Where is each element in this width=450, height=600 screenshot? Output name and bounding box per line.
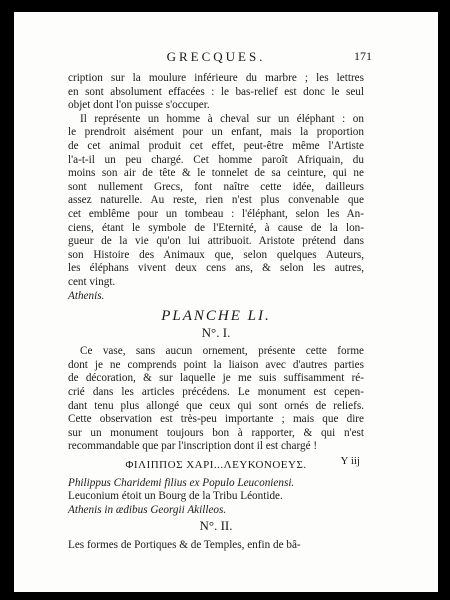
text-line: Ce vase, sans aucun ornement, présente cette forme (80, 345, 364, 358)
book-page (14, 12, 438, 592)
text-line: l'a-t-il un peu chargé. Cet homme paroît Afriquain, du (68, 153, 364, 166)
location-athenis: Athenis. (68, 289, 105, 302)
text-line: moins son air de tête & le tonnelet de sa ceinture, qui ne (68, 167, 364, 180)
text-line: dant tenu plus allongé que ceux qui sont ornés de reliefs. (68, 399, 364, 412)
text-line: le prendroit aisément pour un enfant, mais la proportion (68, 126, 364, 139)
section-title-1: N°. I. (201, 324, 231, 340)
section-title-2: N°. II. (199, 518, 233, 534)
text-line: Il représente un homme à cheval sur un éléphant : on (80, 112, 364, 125)
text-line: dont je ne comprends point la liaison avec d'autres parties (68, 358, 364, 371)
text-line: sont nullement Grecs, font naître cette idée, dailleurs (68, 180, 364, 193)
text-line: sur un monument toujours bon à rapporter, & qui n'est (68, 426, 364, 439)
text-line: assez naturelle. Au reste, rien n'est plus convenable que (68, 194, 364, 207)
location-akilleos: Athenis in ædibus Georgii Akilleos. (68, 503, 227, 516)
text-line: gueur de la vie qu'on lui attribuoit. Aristote prétend dans (68, 235, 364, 248)
text-line: Cette observation est très-peu importante ; mais que dire (68, 413, 364, 426)
greek-inscription: ΦΙΛΙΠΠΟΣ ΧΑΡΙ...ΛΕΥΚΟΝΟΕΥΣ. (125, 459, 307, 472)
text-line: son Histoire des Animaux que, selon quelques Auteurs, (68, 248, 364, 261)
text-line: objet dont l'on puisse s'occuper. (68, 99, 210, 112)
text-line: de cet animal produit cet effet, peut-être même l'Artiste (68, 139, 364, 152)
text-line: cription sur la moulure inférieure du marbre ; les lettres (68, 72, 364, 84)
text-line: Les formes de Portiques & de Temples, enfin de bâ- (68, 539, 301, 551)
latin-translation: Philippus Charidemi filius ex Populo Leuconiensi. (68, 476, 295, 489)
running-head: GRECQUES. (166, 49, 266, 64)
text-line: les éléphans vivent deux cens ans, & selon les autres, (68, 262, 364, 275)
paragraph-2 (68, 113, 364, 290)
text-line: cet emblême pour un tombeau : l'éléphant, selon les An- (68, 207, 364, 220)
note-line: Leuconium étoit un Bourg de la Tribu Léontide. (68, 490, 283, 503)
text-line: recommandable que par l'inscription dont il est chargé ! (68, 440, 318, 453)
paragraph-1 (68, 72, 364, 113)
text-line: ciens, étant le symbole de l'Eternité, à cause de la lon- (68, 221, 364, 234)
text-line: de décoration, & sur laquelle je me suis suffisamment ré- (68, 372, 364, 385)
signature-mark: Y iij (340, 455, 360, 467)
text-line: cent vingt. (68, 275, 116, 288)
page-header (68, 49, 372, 72)
page-text (68, 49, 372, 553)
paragraph-3 (68, 345, 364, 454)
page-number: 171 (354, 49, 372, 63)
plate-title: PLANCHE LI. (161, 308, 271, 325)
text-line: crié dans les articles précédens. Le monument est cepen- (68, 386, 364, 399)
text-line: en sont absolument effacées : le bas-relief est donc le seul (68, 85, 364, 98)
